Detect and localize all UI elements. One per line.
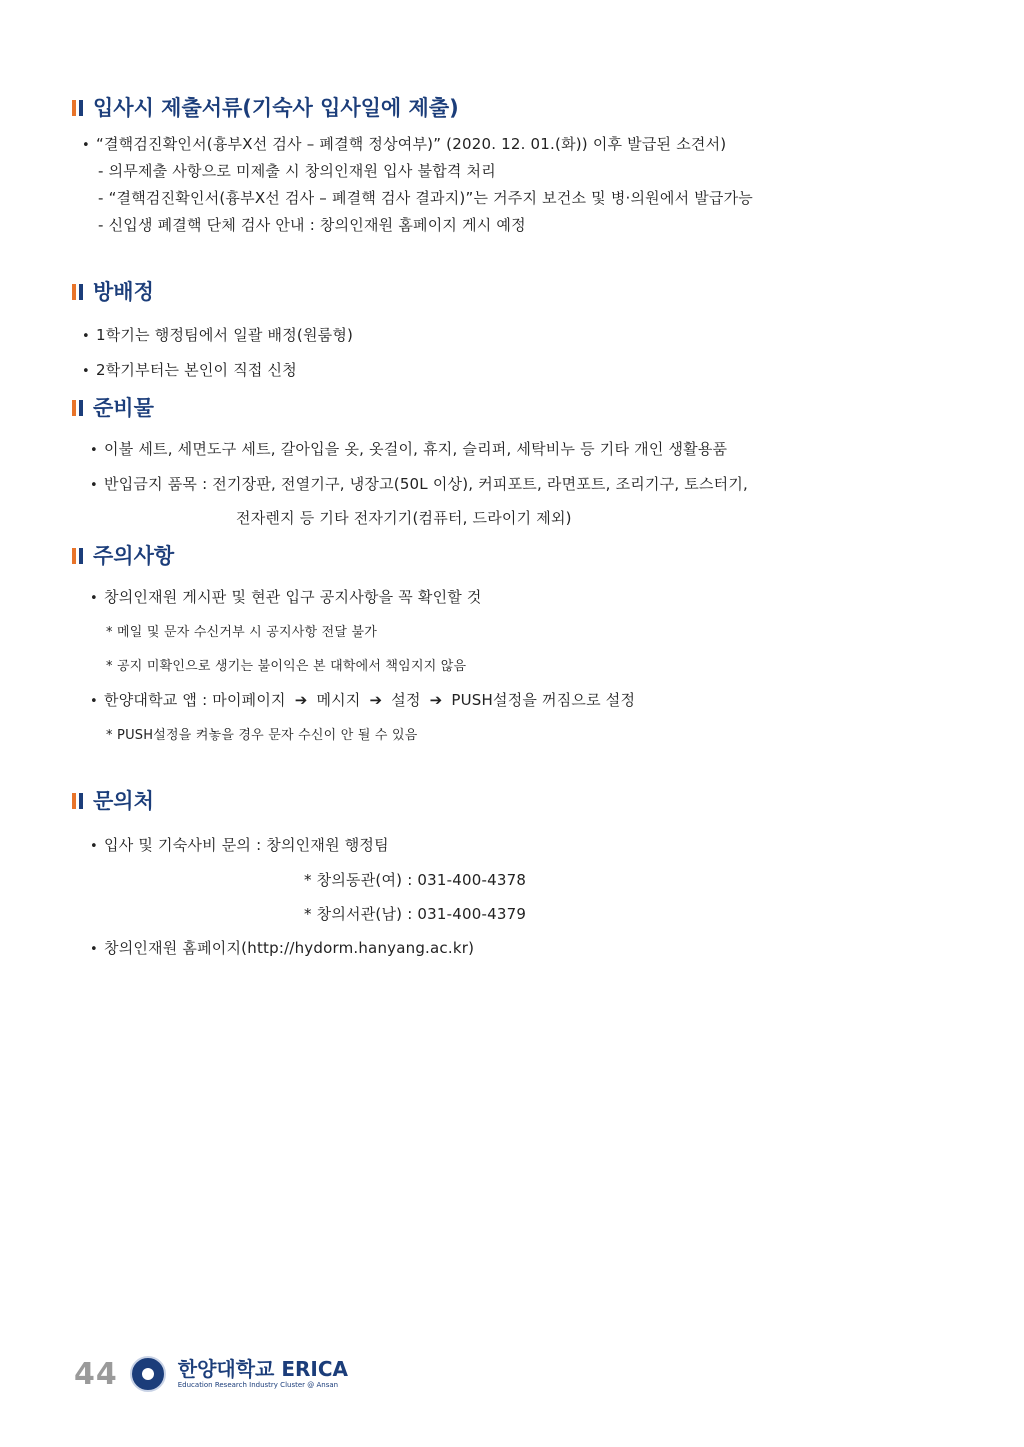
list-item-text: 설정 bbox=[391, 691, 421, 709]
list-item-text: 한양대학교 앱 : 마이페이지 bbox=[104, 691, 286, 709]
university-seal-icon bbox=[130, 1356, 166, 1392]
list-item-text: 2학기부터는 본인이 직접 신청 bbox=[96, 361, 297, 379]
bullet-icon: • bbox=[90, 839, 98, 854]
bullet-icon: • bbox=[90, 443, 98, 458]
contact-phone: * 창의동관(여) : 031-400-4378 bbox=[304, 871, 527, 889]
page-number: 44 bbox=[74, 1356, 118, 1392]
brand-name: 한양대학교 ERICA bbox=[177, 1357, 348, 1381]
heading-marker-icon bbox=[72, 792, 83, 810]
section-title: 입사시 제출서류(기숙사 입사일에 제출) bbox=[93, 96, 459, 120]
bullet-icon: • bbox=[90, 942, 98, 957]
section-title: 문의처 bbox=[93, 789, 154, 813]
list-item bbox=[90, 689, 635, 713]
university-logo bbox=[178, 1359, 348, 1389]
list-item-text: 1학기는 행정팀에서 일괄 배정(원룸형) bbox=[96, 326, 354, 344]
bullet-icon: • bbox=[90, 591, 98, 606]
section-heading-contact bbox=[72, 787, 154, 815]
page-footer bbox=[74, 1356, 348, 1392]
list-item-text: 메시지 bbox=[316, 691, 361, 709]
section-title: 방배정 bbox=[93, 280, 154, 304]
list-item bbox=[82, 324, 353, 348]
bullet-icon: • bbox=[82, 138, 90, 153]
homepage-link[interactable]: 창의인재원 홈페이지(http://hydorm.hanyang.ac.kr) bbox=[104, 939, 475, 957]
brand-subtitle: Education Research Industry Cluster @ Ansan bbox=[177, 1381, 339, 1389]
list-item-text: 이불 세트, 세면도구 세트, 갈아입을 옷, 옷걸이, 휴지, 슬리퍼, 세탁비누 등 기타 개인 생활용품 bbox=[104, 440, 728, 458]
list-subitem: - 신입생 폐결핵 단체 검사 안내 : 창의인재원 홈페이지 게시 예정 bbox=[98, 216, 526, 234]
bullet-icon: • bbox=[82, 329, 90, 344]
arrow-right-icon: ➔ bbox=[429, 691, 443, 709]
list-item-text: 입사 및 기숙사비 문의 : 창의인재원 행정팀 bbox=[104, 836, 389, 854]
heading-marker-icon bbox=[72, 547, 83, 565]
section-heading-cautions bbox=[72, 542, 174, 570]
list-item bbox=[90, 438, 727, 462]
list-item-text: “결핵검진확인서(흉부X선 검사 – 폐결핵 정상여부)” (2020. 12. 01.(화)) 이후 발급된 소견서) bbox=[96, 135, 727, 153]
section-heading-documents bbox=[72, 94, 459, 122]
section-heading-room-assignment bbox=[72, 278, 154, 306]
heading-marker-icon bbox=[72, 99, 83, 117]
list-item bbox=[90, 937, 474, 961]
list-item-continuation: 전자렌지 등 기타 전자기기(컴퓨터, 드라이기 제외) bbox=[236, 509, 572, 527]
list-subitem: - 의무제출 사항으로 미제출 시 창의인재원 입사 불합격 처리 bbox=[98, 162, 496, 180]
note-text: * PUSH설정을 켜놓을 경우 문자 수신이 안 될 수 있음 bbox=[106, 728, 418, 743]
note-text: * 메일 및 문자 수신거부 시 공지사항 전달 불가 bbox=[106, 625, 378, 640]
list-item-text: 창의인재원 게시판 및 현관 입구 공지사항을 꼭 확인할 것 bbox=[104, 588, 482, 606]
bullet-icon: • bbox=[90, 694, 98, 709]
heading-marker-icon bbox=[72, 399, 83, 417]
heading-marker-icon bbox=[72, 283, 83, 301]
list-item bbox=[90, 473, 748, 497]
section-title: 준비물 bbox=[93, 396, 154, 420]
list-item bbox=[90, 586, 482, 610]
section-heading-supplies bbox=[72, 394, 154, 422]
bullet-icon: • bbox=[82, 364, 90, 379]
list-item bbox=[82, 133, 726, 157]
bullet-icon: • bbox=[90, 478, 98, 493]
list-item bbox=[82, 359, 297, 383]
list-item-text: 반입금지 품목 : 전기장판, 전열기구, 냉장고(50L 이상), 커피포트, 라면포트, 조리기구, 토스터기, bbox=[104, 475, 749, 493]
section-title: 주의사항 bbox=[93, 544, 175, 568]
note-text: * 공지 미확인으로 생기는 불이익은 본 대학에서 책임지지 않음 bbox=[106, 659, 467, 674]
arrow-right-icon: ➔ bbox=[369, 691, 383, 709]
list-item bbox=[90, 834, 389, 858]
list-subitem: - “결핵검진확인서(흉부X선 검사 – 폐결핵 검사 결과지)”는 거주지 보건소 및 병·의원에서 발급가능 bbox=[98, 189, 753, 207]
contact-phone: * 창의서관(남) : 031-400-4379 bbox=[304, 905, 527, 923]
list-item-text: PUSH설정을 꺼짐으로 설정 bbox=[451, 691, 636, 709]
arrow-right-icon: ➔ bbox=[294, 691, 308, 709]
